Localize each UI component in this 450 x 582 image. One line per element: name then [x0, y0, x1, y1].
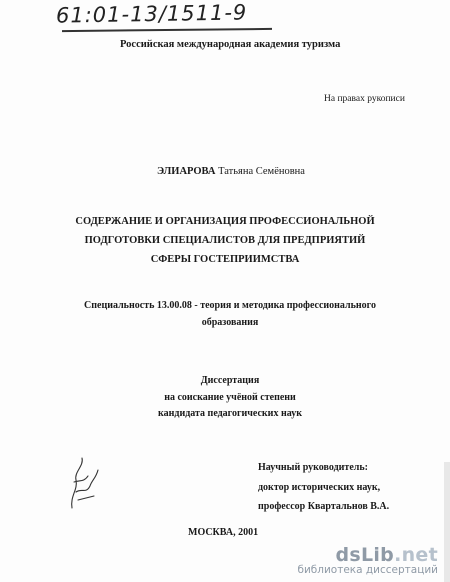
degree-line: кандидата педагогических наук — [158, 408, 302, 419]
supervisor-block — [258, 458, 389, 517]
author-name — [157, 166, 305, 177]
author-surname: ЭЛИАРОВА — [157, 166, 216, 177]
specialty-line: Специальность 13.00.08 - теория и методика профессионального — [84, 300, 376, 311]
title-line: ПОДГОТОВКИ СПЕЦИАЛИСТОВ ДЛЯ ПРЕДПРИЯТИЙ — [84, 235, 366, 246]
specialty-block — [80, 297, 380, 331]
handwritten-underline — [62, 28, 272, 32]
site-watermark — [297, 544, 438, 576]
watermark-logo-suffix: .net — [394, 544, 438, 566]
city-year: МОСКВА, 2001 — [188, 527, 259, 538]
specialty-line: образования — [201, 317, 259, 328]
author-given-name: Татьяна Семёновна — [218, 166, 305, 177]
supervisor-line: Научный руководитель: — [258, 462, 368, 473]
supervisor-line: профессор Квартальнов В.А. — [258, 501, 390, 512]
supervisor-line: доктор исторических наук, — [258, 481, 381, 493]
title-line: СОДЕРЖАНИЕ И ОРГАНИЗАЦИЯ ПРОФЕССИОНАЛЬНОЙ — [75, 216, 375, 227]
watermark-logo-main: dsLib — [335, 544, 395, 566]
title-line: СФЕРЫ ГОСТЕПРИИМСТВА — [150, 254, 300, 265]
manuscript-rights-note: На правах рукописи — [324, 94, 405, 104]
institution-name: Российская международная академия туризма — [120, 39, 341, 50]
handwritten-catalog-code: 61:01-13/1511-9 — [55, 0, 248, 28]
handwritten-signature — [64, 452, 104, 512]
scan-edge-shadow — [444, 462, 450, 582]
dissertation-title — [60, 212, 390, 269]
degree-block — [120, 373, 340, 423]
degree-line: на соискание учёной степени — [164, 391, 296, 403]
watermark-logo — [297, 544, 438, 566]
watermark-subtitle: библиотека диссертаций — [297, 564, 438, 576]
degree-line: Диссертация — [200, 375, 260, 386]
